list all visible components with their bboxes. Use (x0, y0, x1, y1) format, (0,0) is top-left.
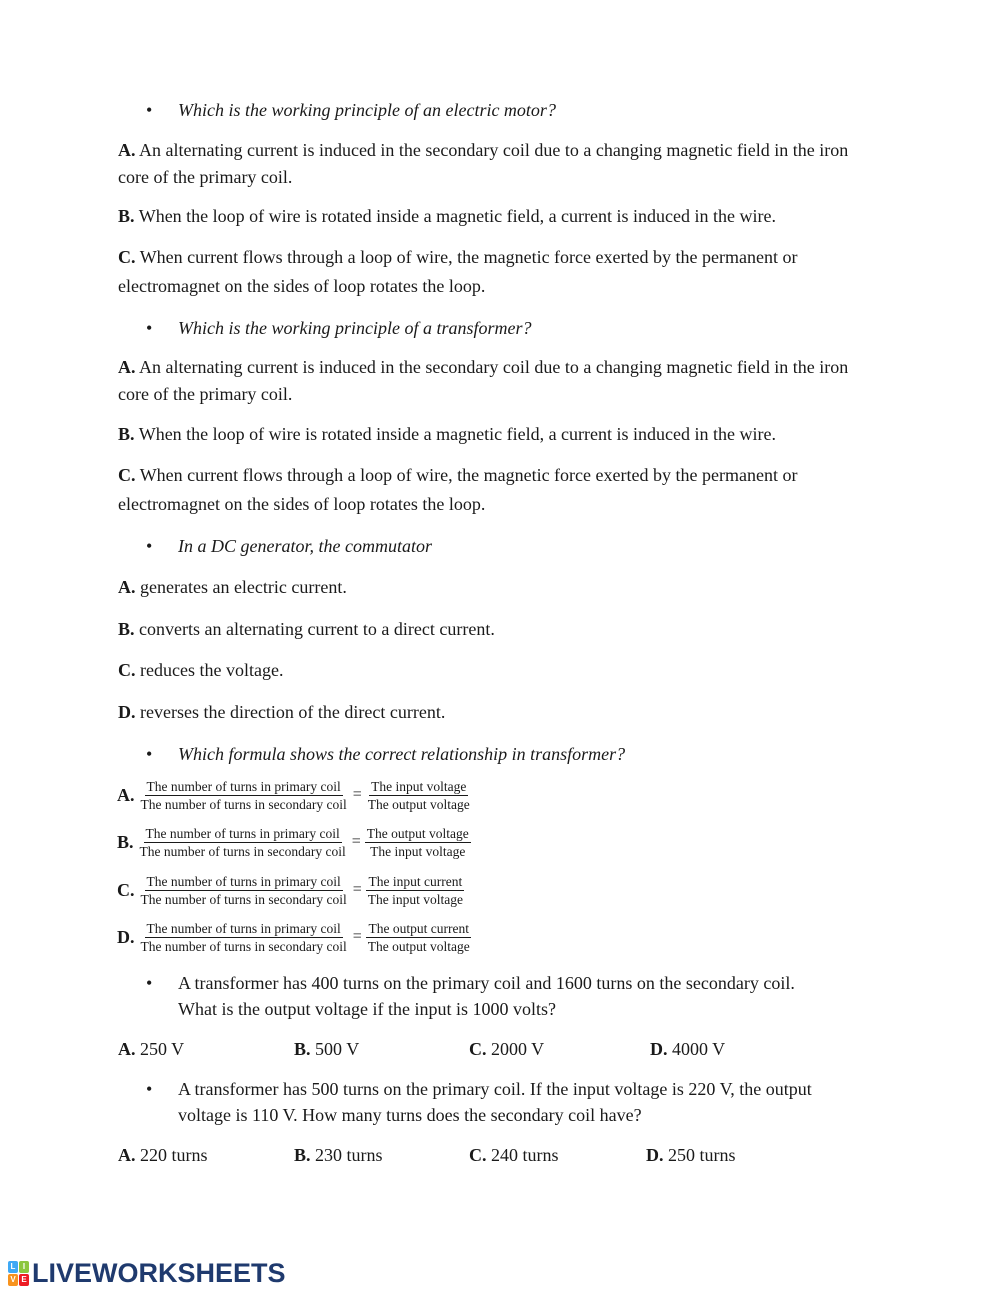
question-1-option-a[interactable]: A. An alternating current is induced in the secondary coil due to a changing magnetic field in the iron core of the primary coil. (118, 140, 849, 187)
formula-right-fraction: $\frac{\text{The output voltage}}{\text{The input voltage}}$ (366, 825, 469, 859)
question-4-option-b[interactable]: B. $\frac{\text{The number of turns in primary coil}}{\text{The number of turns in secondary coil}}$ = $\frac{\text{The output voltage}}{\text{The input voltage}}$ (117, 825, 469, 859)
formula-right-fraction: $\frac{\text{The input voltage}}{\text{The output voltage}}$ (367, 778, 470, 812)
liveworksheets-logo-icon: L I V E (8, 1261, 29, 1286)
formula-left-fraction: $\frac{\text{The number of turns in primary coil}}{\text{The number of turns in secondary coil}}$ (140, 778, 347, 812)
question-2-option-c[interactable]: C. When current flows through a loop of wire, the magnetic force exerted by the permanent or electromagnet on the sides of loop rotates the loop. (118, 465, 798, 514)
question-6-option-d[interactable]: D. 250 turns (646, 1145, 736, 1165)
question-1-option-c[interactable]: C. When current flows through a loop of wire, the magnetic force exerted by the permanent or electromagnet on the sides of loop rotates the loop. (118, 247, 798, 296)
question-6-option-a[interactable]: A. 220 turns (118, 1145, 208, 1165)
question-6-option-b[interactable]: B. 230 turns (294, 1145, 383, 1165)
question-4-option-a[interactable]: A. $\frac{\text{The number of turns in primary coil}}{\text{The number of turns in secondary coil}}$ = $\frac{\text{The input voltage}}{\text{The output voltage}}$ (117, 778, 470, 812)
question-5-option-b[interactable]: B. 500 V (294, 1039, 360, 1059)
question-2-prompt: • Which is the working principle of a transformer? (150, 315, 531, 341)
question-5-option-c[interactable]: C. 2000 V (469, 1039, 545, 1059)
formula-left-fraction: $\frac{\text{The number of turns in primary coil}}{\text{The number of turns in secondary coil}}$ (140, 920, 347, 954)
question-2-option-b[interactable]: B. When the loop of wire is rotated inside a magnetic field, a current is induced in the wire. (118, 424, 776, 444)
question-6-prompt: • A transformer has 500 turns on the primary coil. If the input voltage is 220 V, the output voltage is 110 V. How many turns does the secondary coil have? (150, 1076, 812, 1128)
question-6-option-c[interactable]: C. 240 turns (469, 1145, 559, 1165)
question-1-prompt: • Which is the working principle of an electric motor? (150, 97, 556, 123)
question-5-prompt: • A transformer has 400 turns on the primary coil and 1600 turns on the secondary coil. What is the output voltage if the input is 1000 volts? (150, 970, 795, 1022)
question-5-option-d[interactable]: D. 4000 V (650, 1039, 726, 1059)
question-3-prompt: • In a DC generator, the commutator (150, 533, 432, 559)
question-3-option-c[interactable]: C. reduces the voltage. (118, 660, 284, 680)
formula-left-fraction: $\frac{\text{The number of turns in primary coil}}{\text{The number of turns in secondary coil}}$ (140, 873, 347, 907)
question-2-option-a[interactable]: A. An alternating current is induced in the secondary coil due to a changing magnetic field in the iron core of the primary coil. (118, 357, 849, 404)
logo-text: LIVEWORKSHEETS (32, 1257, 286, 1288)
liveworksheets-logo[interactable] (8, 1258, 286, 1288)
formula-left-fraction: $\frac{\text{The number of turns in primary coil}}{\text{The number of turns in secondary coil}}$ (139, 825, 346, 859)
question-1-option-b[interactable]: B. When the loop of wire is rotated inside a magnetic field, a current is induced in the wire. (118, 206, 776, 226)
question-4-prompt: • Which formula shows the correct relationship in transformer? (150, 741, 625, 767)
question-5-option-a[interactable]: A. 250 V (118, 1039, 185, 1059)
question-3-option-a[interactable]: A. generates an electric current. (118, 577, 347, 597)
question-3-option-d[interactable]: D. reverses the direction of the direct current. (118, 702, 446, 722)
question-4-option-c[interactable]: C. $\frac{\text{The number of turns in primary coil}}{\text{The number of turns in secondary coil}}$ = $\frac{\text{The input current}}{\text{The input voltage}}$ (117, 873, 463, 907)
question-3-option-b[interactable]: B. converts an alternating current to a direct current. (118, 619, 495, 639)
formula-right-fraction: $\frac{\text{The output current}}{\text{The output voltage}}$ (367, 920, 470, 954)
question-4-option-d[interactable]: D. $\frac{\text{The number of turns in primary coil}}{\text{The number of turns in secondary coil}}$ = $\frac{\text{The output current}}{\text{The output voltage}}$ (117, 920, 470, 954)
formula-right-fraction: $\frac{\text{The input current}}{\text{The input voltage}}$ (367, 873, 463, 907)
